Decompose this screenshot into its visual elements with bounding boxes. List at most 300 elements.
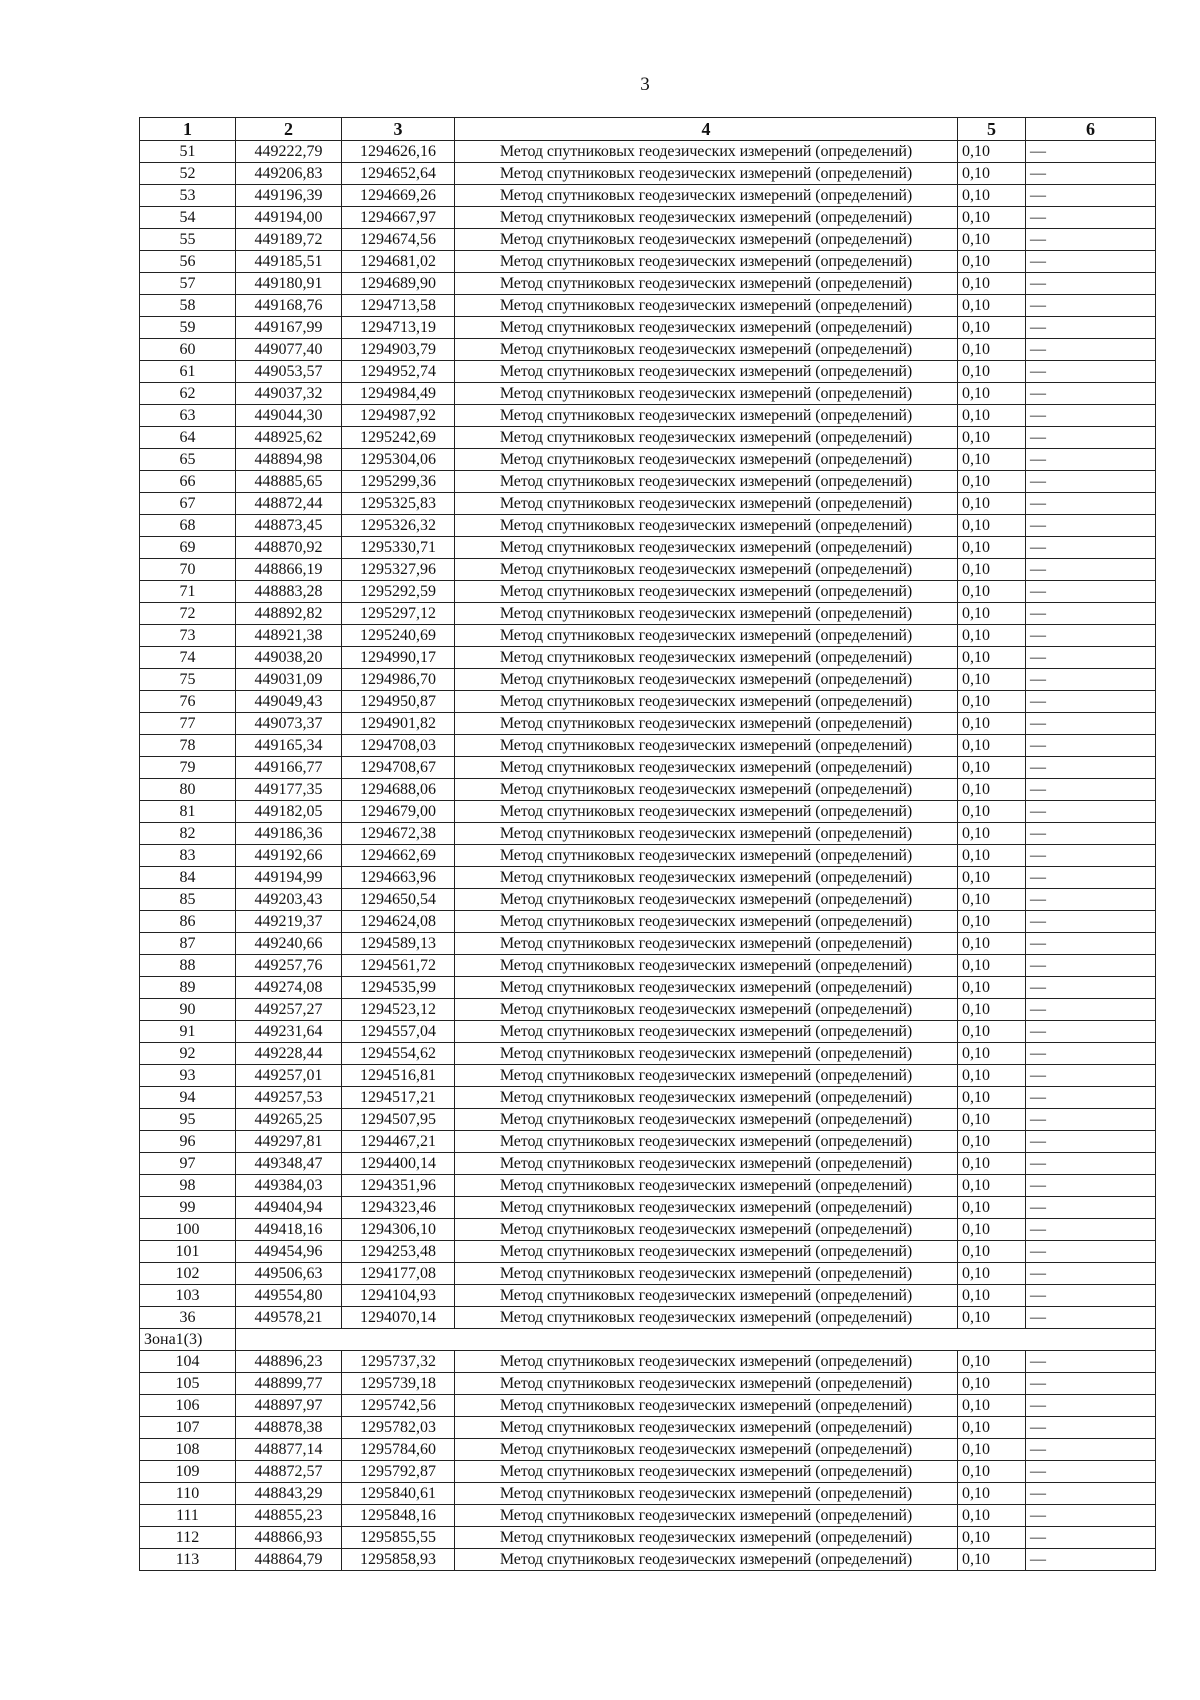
y-coordinate-cell: 1295792,87 [342,1461,455,1483]
x-coordinate-cell: 449194,99 [236,867,342,889]
table-row [140,405,1156,427]
table-body [140,141,1156,1571]
method-cell: Метод спутниковых геодезических измерений (определений) [455,1131,958,1153]
point-number-cell: 95 [140,1109,236,1131]
accuracy-cell: 0,10 [958,757,1026,779]
y-coordinate-cell: 1295742,56 [342,1395,455,1417]
table-row [140,1241,1156,1263]
note-cell: — [1026,867,1156,889]
column-header-4: 4 [455,118,958,141]
point-number-cell: 56 [140,251,236,273]
x-coordinate-cell: 449167,99 [236,317,342,339]
note-cell: — [1026,383,1156,405]
x-coordinate-cell: 449186,36 [236,823,342,845]
table-row [140,1395,1156,1417]
method-cell: Метод спутниковых геодезических измерений (определений) [455,361,958,383]
method-cell: Метод спутниковых геодезических измерений (определений) [455,713,958,735]
note-cell: — [1026,1153,1156,1175]
method-cell: Метод спутниковых геодезических измерений (определений) [455,581,958,603]
point-number-cell: 74 [140,647,236,669]
point-number-cell: 60 [140,339,236,361]
table-row [140,1197,1156,1219]
point-number-cell: 88 [140,955,236,977]
method-cell: Метод спутниковых геодезических измерений (определений) [455,405,958,427]
method-cell: Метод спутниковых геодезических измерений (определений) [455,251,958,273]
note-cell: — [1026,1417,1156,1439]
x-coordinate-cell: 449384,03 [236,1175,342,1197]
table-row [140,163,1156,185]
accuracy-cell: 0,10 [958,911,1026,933]
y-coordinate-cell: 1294713,58 [342,295,455,317]
accuracy-cell: 0,10 [958,999,1026,1021]
note-cell: — [1026,1549,1156,1571]
note-cell: — [1026,361,1156,383]
y-coordinate-cell: 1295299,36 [342,471,455,493]
y-coordinate-cell: 1295840,61 [342,1483,455,1505]
table-row [140,691,1156,713]
column-header-2: 2 [236,118,342,141]
table-row [140,977,1156,999]
point-number-cell: 51 [140,141,236,163]
y-coordinate-cell: 1295855,55 [342,1527,455,1549]
y-coordinate-cell: 1294517,21 [342,1087,455,1109]
y-coordinate-cell: 1294507,95 [342,1109,455,1131]
accuracy-cell: 0,10 [958,1527,1026,1549]
table-row [140,1461,1156,1483]
y-coordinate-cell: 1295327,96 [342,559,455,581]
table-row [140,141,1156,163]
x-coordinate-cell: 448892,82 [236,603,342,625]
table-row [140,669,1156,691]
accuracy-cell: 0,10 [958,1373,1026,1395]
accuracy-cell: 0,10 [958,691,1026,713]
x-coordinate-cell: 449049,43 [236,691,342,713]
point-number-cell: 105 [140,1373,236,1395]
point-number-cell: 96 [140,1131,236,1153]
y-coordinate-cell: 1294516,81 [342,1065,455,1087]
y-coordinate-cell: 1295240,69 [342,625,455,647]
table-row [140,1373,1156,1395]
accuracy-cell: 0,10 [958,515,1026,537]
note-cell: — [1026,757,1156,779]
table-row [140,1417,1156,1439]
x-coordinate-cell: 449506,63 [236,1263,342,1285]
method-cell: Метод спутниковых геодезических измерений (определений) [455,1351,958,1373]
accuracy-cell: 0,10 [958,801,1026,823]
note-cell: — [1026,581,1156,603]
table-row [140,801,1156,823]
table-row [140,559,1156,581]
method-cell: Метод спутниковых геодезических измерений (определений) [455,1043,958,1065]
note-cell: — [1026,185,1156,207]
table-row [140,493,1156,515]
method-cell: Метод спутниковых геодезических измерений (определений) [455,1527,958,1549]
table-row [140,999,1156,1021]
table-row [140,1549,1156,1571]
accuracy-cell: 0,10 [958,933,1026,955]
accuracy-cell: 0,10 [958,889,1026,911]
table-row [140,1351,1156,1373]
accuracy-cell: 0,10 [958,603,1026,625]
table-row [140,1307,1156,1329]
accuracy-cell: 0,10 [958,1351,1026,1373]
method-cell: Метод спутниковых геодезических измерений (определений) [455,317,958,339]
point-number-cell: 73 [140,625,236,647]
y-coordinate-cell: 1294667,97 [342,207,455,229]
point-number-cell: 90 [140,999,236,1021]
method-cell: Метод спутниковых геодезических измерений (определений) [455,691,958,713]
method-cell: Метод спутниковых геодезических измерений (определений) [455,207,958,229]
zone-row-filler [236,1329,1156,1351]
table-row [140,911,1156,933]
table-row [140,185,1156,207]
note-cell: — [1026,977,1156,999]
accuracy-cell: 0,10 [958,163,1026,185]
method-cell: Метод спутниковых геодезических измерений (определений) [455,493,958,515]
y-coordinate-cell: 1294688,06 [342,779,455,801]
accuracy-cell: 0,10 [958,1043,1026,1065]
accuracy-cell: 0,10 [958,1197,1026,1219]
note-cell: — [1026,559,1156,581]
method-cell: Метод спутниковых геодезических измерений (определений) [455,1285,958,1307]
point-number-cell: 58 [140,295,236,317]
method-cell: Метод спутниковых геодезических измерений (определений) [455,427,958,449]
point-number-cell: 54 [140,207,236,229]
method-cell: Метод спутниковых геодезических измерений (определений) [455,845,958,867]
point-number-cell: 91 [140,1021,236,1043]
x-coordinate-cell: 449177,35 [236,779,342,801]
method-cell: Метод спутниковых геодезических измерений (определений) [455,1241,958,1263]
x-coordinate-cell: 449231,64 [236,1021,342,1043]
accuracy-cell: 0,10 [958,735,1026,757]
note-cell: — [1026,1505,1156,1527]
method-cell: Метод спутниковых геодезических измерений (определений) [455,1549,958,1571]
point-number-cell: 97 [140,1153,236,1175]
point-number-cell: 112 [140,1527,236,1549]
y-coordinate-cell: 1295297,12 [342,603,455,625]
method-cell: Метод спутниковых геодезических измерений (определений) [455,471,958,493]
point-number-cell: 71 [140,581,236,603]
table-row [140,933,1156,955]
table-row [140,207,1156,229]
y-coordinate-cell: 1294950,87 [342,691,455,713]
x-coordinate-cell: 449257,53 [236,1087,342,1109]
note-cell: — [1026,1285,1156,1307]
accuracy-cell: 0,10 [958,207,1026,229]
accuracy-cell: 0,10 [958,1263,1026,1285]
accuracy-cell: 0,10 [958,1395,1026,1417]
method-cell: Метод спутниковых геодезических измерений (определений) [455,339,958,361]
table-row [140,1065,1156,1087]
y-coordinate-cell: 1294323,46 [342,1197,455,1219]
method-cell: Метод спутниковых геодезических измерений (определений) [455,867,958,889]
accuracy-cell: 0,10 [958,449,1026,471]
accuracy-cell: 0,10 [958,251,1026,273]
x-coordinate-cell: 448921,38 [236,625,342,647]
method-cell: Метод спутниковых геодезических измерений (определений) [455,779,958,801]
x-coordinate-cell: 449222,79 [236,141,342,163]
note-cell: — [1026,889,1156,911]
y-coordinate-cell: 1295782,03 [342,1417,455,1439]
note-cell: — [1026,427,1156,449]
accuracy-cell: 0,10 [958,295,1026,317]
point-number-cell: 109 [140,1461,236,1483]
method-cell: Метод спутниковых геодезических измерений (определений) [455,999,958,1021]
note-cell: — [1026,603,1156,625]
note-cell: — [1026,339,1156,361]
point-number-cell: 64 [140,427,236,449]
method-cell: Метод спутниковых геодезических измерений (определений) [455,1153,958,1175]
note-cell: — [1026,1197,1156,1219]
y-coordinate-cell: 1294624,08 [342,911,455,933]
x-coordinate-cell: 448872,44 [236,493,342,515]
y-coordinate-cell: 1294669,26 [342,185,455,207]
method-cell: Метод спутниковых геодезических измерений (определений) [455,1461,958,1483]
point-number-cell: 103 [140,1285,236,1307]
point-number-cell: 110 [140,1483,236,1505]
y-coordinate-cell: 1295242,69 [342,427,455,449]
y-coordinate-cell: 1294070,14 [342,1307,455,1329]
note-cell: — [1026,1373,1156,1395]
note-cell: — [1026,1241,1156,1263]
x-coordinate-cell: 449196,39 [236,185,342,207]
x-coordinate-cell: 448873,45 [236,515,342,537]
y-coordinate-cell: 1294674,56 [342,229,455,251]
table-row [140,295,1156,317]
table-row [140,603,1156,625]
point-number-cell: 57 [140,273,236,295]
y-coordinate-cell: 1294984,49 [342,383,455,405]
x-coordinate-cell: 449418,16 [236,1219,342,1241]
accuracy-cell: 0,10 [958,845,1026,867]
note-cell: — [1026,1307,1156,1329]
y-coordinate-cell: 1294901,82 [342,713,455,735]
y-coordinate-cell: 1294689,90 [342,273,455,295]
note-cell: — [1026,207,1156,229]
note-cell: — [1026,493,1156,515]
x-coordinate-cell: 449578,21 [236,1307,342,1329]
x-coordinate-cell: 448855,23 [236,1505,342,1527]
y-coordinate-cell: 1294177,08 [342,1263,455,1285]
note-cell: — [1026,163,1156,185]
method-cell: Метод спутниковых геодезических измерений (определений) [455,735,958,757]
accuracy-cell: 0,10 [958,1307,1026,1329]
coordinates-table [139,117,1156,1571]
x-coordinate-cell: 448897,97 [236,1395,342,1417]
x-coordinate-cell: 449180,91 [236,273,342,295]
y-coordinate-cell: 1295848,16 [342,1505,455,1527]
accuracy-cell: 0,10 [958,1131,1026,1153]
note-cell: — [1026,1395,1156,1417]
accuracy-cell: 0,10 [958,317,1026,339]
x-coordinate-cell: 449348,47 [236,1153,342,1175]
accuracy-cell: 0,10 [958,471,1026,493]
note-cell: — [1026,537,1156,559]
point-number-cell: 102 [140,1263,236,1285]
note-cell: — [1026,801,1156,823]
point-number-cell: 63 [140,405,236,427]
accuracy-cell: 0,10 [958,1109,1026,1131]
accuracy-cell: 0,10 [958,1505,1026,1527]
note-cell: — [1026,955,1156,977]
x-coordinate-cell: 448872,57 [236,1461,342,1483]
method-cell: Метод спутниковых геодезических измерений (определений) [455,669,958,691]
method-cell: Метод спутниковых геодезических измерений (определений) [455,625,958,647]
x-coordinate-cell: 449165,34 [236,735,342,757]
note-cell: — [1026,1219,1156,1241]
point-number-cell: 65 [140,449,236,471]
table-row [140,1439,1156,1461]
point-number-cell: 66 [140,471,236,493]
y-coordinate-cell: 1294253,48 [342,1241,455,1263]
accuracy-cell: 0,10 [958,1065,1026,1087]
note-cell: — [1026,1527,1156,1549]
point-number-cell: 85 [140,889,236,911]
method-cell: Метод спутниковых геодезических измерений (определений) [455,559,958,581]
method-cell: Метод спутниковых геодезических измерений (определений) [455,1483,958,1505]
point-number-cell: 61 [140,361,236,383]
accuracy-cell: 0,10 [958,1549,1026,1571]
x-coordinate-cell: 449168,76 [236,295,342,317]
y-coordinate-cell: 1294554,62 [342,1043,455,1065]
x-coordinate-cell: 449554,80 [236,1285,342,1307]
accuracy-cell: 0,10 [958,1021,1026,1043]
method-cell: Метод спутниковых геодезических измерений (определений) [455,933,958,955]
point-number-cell: 79 [140,757,236,779]
point-number-cell: 106 [140,1395,236,1417]
table-row [140,845,1156,867]
table-row [140,471,1156,493]
accuracy-cell: 0,10 [958,779,1026,801]
table-row [140,779,1156,801]
point-number-cell: 113 [140,1549,236,1571]
note-cell: — [1026,933,1156,955]
point-number-cell: 98 [140,1175,236,1197]
table-row [140,1505,1156,1527]
method-cell: Метод спутниковых геодезических измерений (определений) [455,1175,958,1197]
accuracy-cell: 0,10 [958,405,1026,427]
point-number-cell: 67 [140,493,236,515]
table-row [140,229,1156,251]
method-cell: Метод спутниковых геодезических измерений (определений) [455,537,958,559]
x-coordinate-cell: 449037,32 [236,383,342,405]
accuracy-cell: 0,10 [958,1087,1026,1109]
y-coordinate-cell: 1294557,04 [342,1021,455,1043]
point-number-cell: 80 [140,779,236,801]
table-row [140,1527,1156,1549]
y-coordinate-cell: 1294400,14 [342,1153,455,1175]
method-cell: Метод спутниковых геодезических измерений (определений) [455,1197,958,1219]
column-header-1: 1 [140,118,236,141]
point-number-cell: 101 [140,1241,236,1263]
accuracy-cell: 0,10 [958,141,1026,163]
note-cell: — [1026,1109,1156,1131]
y-coordinate-cell: 1294467,21 [342,1131,455,1153]
accuracy-cell: 0,10 [958,1241,1026,1263]
accuracy-cell: 0,10 [958,581,1026,603]
note-cell: — [1026,1351,1156,1373]
note-cell: — [1026,647,1156,669]
x-coordinate-cell: 449404,94 [236,1197,342,1219]
y-coordinate-cell: 1295326,32 [342,515,455,537]
method-cell: Метод спутниковых геодезических измерений (определений) [455,1439,958,1461]
x-coordinate-cell: 448883,28 [236,581,342,603]
point-number-cell: 89 [140,977,236,999]
table-row [140,1219,1156,1241]
note-cell: — [1026,1087,1156,1109]
table-row [140,889,1156,911]
method-cell: Метод спутниковых геодезических измерений (определений) [455,1505,958,1527]
point-number-cell: 53 [140,185,236,207]
accuracy-cell: 0,10 [958,339,1026,361]
column-header-6: 6 [1026,118,1156,141]
accuracy-cell: 0,10 [958,713,1026,735]
x-coordinate-cell: 448877,14 [236,1439,342,1461]
accuracy-cell: 0,10 [958,625,1026,647]
note-cell: — [1026,691,1156,713]
x-coordinate-cell: 449053,57 [236,361,342,383]
point-number-cell: 72 [140,603,236,625]
method-cell: Метод спутниковых геодезических измерений (определений) [455,1395,958,1417]
y-coordinate-cell: 1294663,96 [342,867,455,889]
point-number-cell: 84 [140,867,236,889]
point-number-cell: 55 [140,229,236,251]
x-coordinate-cell: 449257,01 [236,1065,342,1087]
x-coordinate-cell: 448866,93 [236,1527,342,1549]
note-cell: — [1026,229,1156,251]
table-row [140,713,1156,735]
point-number-cell: 59 [140,317,236,339]
note-cell: — [1026,251,1156,273]
table-row [140,735,1156,757]
x-coordinate-cell: 448878,38 [236,1417,342,1439]
point-number-cell: 87 [140,933,236,955]
method-cell: Метод спутниковых геодезических измерений (определений) [455,1219,958,1241]
method-cell: Метод спутниковых геодезических измерений (определений) [455,647,958,669]
y-coordinate-cell: 1294652,64 [342,163,455,185]
table-row [140,273,1156,295]
note-cell: — [1026,735,1156,757]
x-coordinate-cell: 449274,08 [236,977,342,999]
y-coordinate-cell: 1294561,72 [342,955,455,977]
x-coordinate-cell: 448866,19 [236,559,342,581]
y-coordinate-cell: 1294952,74 [342,361,455,383]
note-cell: — [1026,1263,1156,1285]
y-coordinate-cell: 1294351,96 [342,1175,455,1197]
x-coordinate-cell: 449265,25 [236,1109,342,1131]
x-coordinate-cell: 449073,37 [236,713,342,735]
y-coordinate-cell: 1295739,18 [342,1373,455,1395]
header-row [140,118,1156,141]
x-coordinate-cell: 448896,23 [236,1351,342,1373]
x-coordinate-cell: 449297,81 [236,1131,342,1153]
accuracy-cell: 0,10 [958,1175,1026,1197]
accuracy-cell: 0,10 [958,1219,1026,1241]
y-coordinate-cell: 1294662,69 [342,845,455,867]
point-number-cell: 78 [140,735,236,757]
method-cell: Метод спутниковых геодезических измерений (определений) [455,603,958,625]
method-cell: Метод спутниковых геодезических измерений (определений) [455,1109,958,1131]
accuracy-cell: 0,10 [958,977,1026,999]
method-cell: Метод спутниковых геодезических измерений (определений) [455,757,958,779]
method-cell: Метод спутниковых геодезических измерений (определений) [455,1373,958,1395]
y-coordinate-cell: 1294535,99 [342,977,455,999]
y-coordinate-cell: 1294589,13 [342,933,455,955]
y-coordinate-cell: 1294708,03 [342,735,455,757]
note-cell: — [1026,1043,1156,1065]
x-coordinate-cell: 449257,27 [236,999,342,1021]
point-number-cell: 107 [140,1417,236,1439]
